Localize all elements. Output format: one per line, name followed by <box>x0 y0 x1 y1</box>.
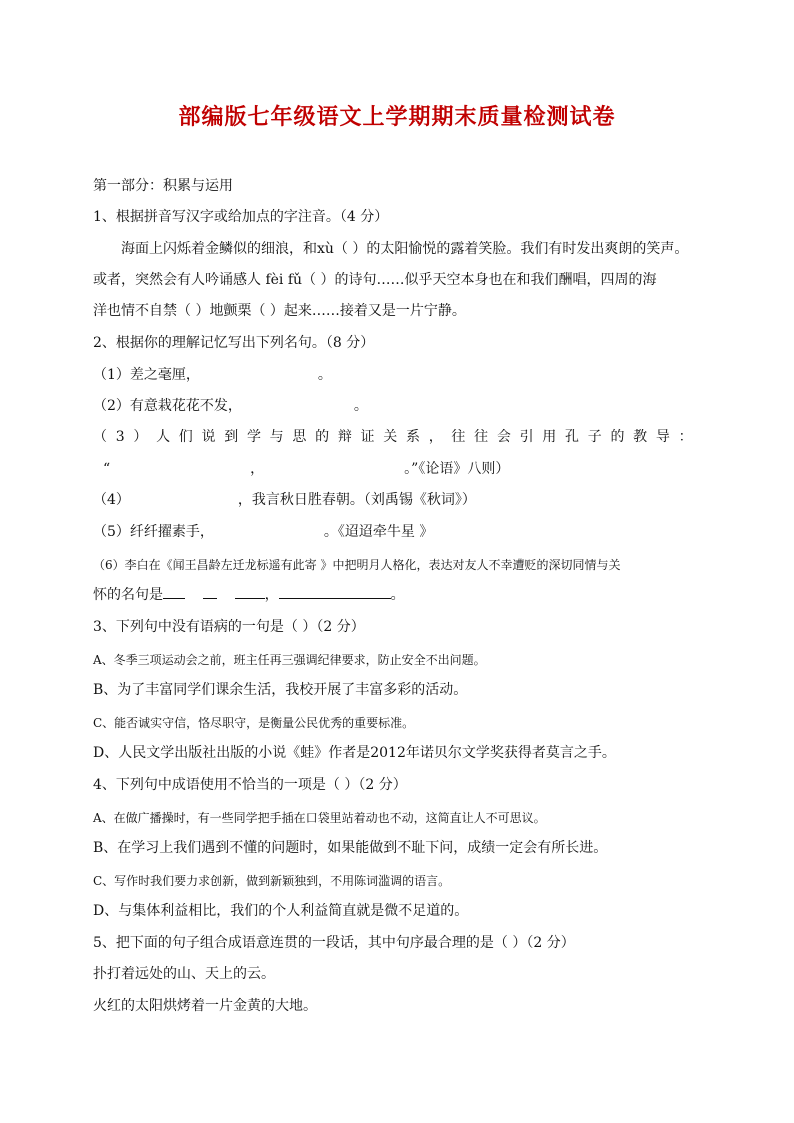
q2-item-1-end: 。 <box>317 367 332 383</box>
q2-item-3-char: 导 <box>655 429 670 445</box>
q2-item-3-char: 学 <box>246 429 261 445</box>
q2-item-3-char: 关 <box>383 429 398 445</box>
q2-item-6-text: 怀的名句是 <box>93 587 163 603</box>
q5-sentence-1: 扑打着远处的山、天上的云。 <box>93 966 275 982</box>
q3-option-b: B、为了丰富同学们课余生活，我校开展了丰富多彩的活动。 <box>93 682 468 698</box>
q2-item-1 <box>93 366 332 384</box>
q2-item-3-end: 。”《论语》八则） <box>404 461 510 477</box>
q2-item-1-text: （1）差之毫厘， <box>93 367 200 383</box>
q2-item-6-end: 。 <box>390 587 405 603</box>
q3-heading: 3、下列句中没有语病的一句是（ ）（2 分） <box>93 619 365 635</box>
q2-item-3-char: 引 <box>519 429 534 445</box>
page-title: 部编版七年级语文上学期期末质量检测试卷 <box>178 104 616 130</box>
q5-heading: 5、把下面的句子组合成语意连贯的一段话，其中句序最合理的是（ ）（2 分） <box>93 935 575 951</box>
q2-item-3-char: 系 <box>405 429 420 445</box>
q2-item-3 <box>93 428 693 446</box>
q2-item-3-char: 教 <box>633 429 648 445</box>
q2-item-2 <box>93 397 368 415</box>
q2-item-6-blank-3[interactable] <box>235 597 265 599</box>
q2-item-6-line-2 <box>93 586 405 604</box>
q2-item-3-char: （ <box>93 429 107 445</box>
q2-item-3-char: 辩 <box>337 429 352 445</box>
q2-item-3-char: 会 <box>496 429 511 445</box>
q2-item-6-line-1: （6）李白在《闻王昌龄左迁龙标遥有此寄 》中把明月人格化，表达对友人不幸遭贬的深切同情与关 <box>93 558 621 572</box>
q2-item-4-number: （4） <box>93 492 130 508</box>
q2-item-3-char: 3 <box>115 429 125 445</box>
q2-item-3-char: 用 <box>542 429 557 445</box>
q1-passage-line-1: 海面上闪烁着金鳞似的细浪，和xù（ ）的太阳愉悦的露着笑脸。我们有时发出爽朗的笑声。 <box>121 241 689 257</box>
q2-item-3-char: 子 <box>587 429 602 445</box>
q2-item-3-char: 思 <box>292 429 307 445</box>
q5-sentence-2: 火红的太阳烘烤着一片金黄的大地。 <box>93 998 317 1014</box>
q2-item-6-comma: ， <box>264 587 279 603</box>
q2-item-3-char: ， <box>428 429 443 445</box>
q2-item-3-comma: ， <box>250 461 265 477</box>
q2-item-2-end: 。 <box>353 398 368 414</box>
q2-item-6-blank-2[interactable] <box>203 597 217 599</box>
q2-item-4-text: ，我言秋日胜春朝。（刘禹锡《秋词》） <box>237 492 476 508</box>
q4-option-a: A、在做广播操时，有一些同学把手插在口袋里站着动也不动，这简直让人不可思议。 <box>93 811 546 825</box>
q2-item-3-char: 的 <box>610 429 625 445</box>
q4-option-d: D、与集体利益相比，我们的个人利益简直就是微不足道的。 <box>93 903 469 919</box>
q4-heading: 4、下列句中成语使用不恰当的一项是（ ）（2 分） <box>93 777 407 793</box>
section-heading: 第一部分：积累与运用 <box>93 178 233 194</box>
q3-option-a: A、冬季三项运动会之前，班主任再三强调纪律要求，防止安全不出问题。 <box>93 653 486 667</box>
q2-item-5-text: （5）纤纤擢素手， <box>93 524 214 540</box>
q1-heading: 1、根据拼音写汉字或给加点的字注音。（4 分） <box>93 209 389 225</box>
q2-heading: 2、根据你的理解记忆写出下列名句。（8 分） <box>93 335 375 351</box>
q1-passage-line-3: 洋也情不自禁（ ）地颤栗（ ）起来……接着又是一片宁静。 <box>93 303 466 319</box>
q2-item-3-char: 到 <box>224 429 239 445</box>
q3-option-c: C、能否诚实守信，恪尽职守，是衡量公民优秀的重要标准。 <box>93 716 415 730</box>
q2-item-3-answer-line <box>103 460 509 478</box>
q2-item-4 <box>93 491 476 509</box>
q2-item-6-blank-1[interactable] <box>163 597 185 599</box>
q4-option-c: C、写作时我们要力求创新，做到新颖独到，不用陈词滥调的语言。 <box>93 874 451 888</box>
q2-item-5-end: 。《迢迢牵牛星 》 <box>323 524 434 540</box>
q2-item-3-char: 往 <box>474 429 489 445</box>
q1-passage-line-2: 或者，突然会有人吟诵感人 fèi fǔ（ ）的诗句……似乎天空本身也在和我们酬唱，四周的海 <box>93 272 657 288</box>
q2-item-3-open-quote: “ <box>103 461 111 477</box>
q2-item-3-char: 与 <box>269 429 284 445</box>
q2-item-3-char: 人 <box>156 429 171 445</box>
q4-option-b: B、在学习上我们遇到不懂的问题时，如果能做到不耻下问，成绩一定会有所长进。 <box>93 840 608 856</box>
q2-item-3-char: 证 <box>360 429 375 445</box>
q2-item-3-char: ： <box>678 429 693 445</box>
q2-item-3-char: 孔 <box>565 429 580 445</box>
q2-item-3-char: 说 <box>201 429 216 445</box>
q2-item-3-char: ） <box>133 429 148 445</box>
q2-item-6-blank-4[interactable] <box>279 597 391 599</box>
q3-option-d: D、人民文学出版社出版的小说《蛙》作者是2012年诺贝尔文学奖获得者莫言之手。 <box>93 745 616 761</box>
q2-item-2-text: （2）有意栽花花不发， <box>93 398 242 414</box>
q2-item-3-char: 的 <box>315 429 330 445</box>
q2-item-3-char: 往 <box>451 429 466 445</box>
q2-item-3-char: 们 <box>178 429 193 445</box>
q2-item-5 <box>93 523 433 541</box>
